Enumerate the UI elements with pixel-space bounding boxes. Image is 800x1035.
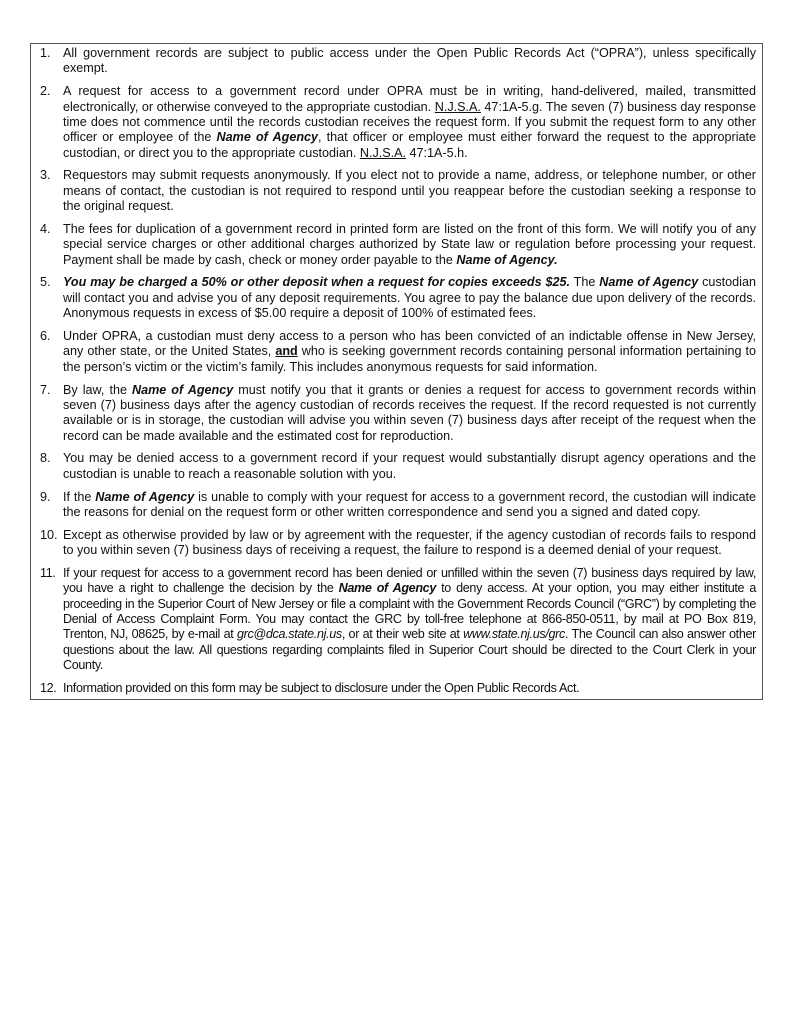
item-text: Information provided on this form may be subject to disclosure under the Open Public Records Act. [63,680,580,695]
item-text: Name of Agency [338,581,436,596]
item-text: to deny access. At your option, you may either institute a proceeding in the Superior Court of New Jersey or file a complaint with the Government Records Council (“GRC”) by completing the Denial of Access Complaint Form. You may contact the GRC by toll-free telephone at 866-850-0511, by mail at PO Box 819, Trenton, NJ, 08625, by e-mail at [63,581,756,642]
item-text: , or at their web site at [341,627,464,642]
item-text: A request for access to a government record under OPRA must be in writing, hand-delivered, mailed, transmitted electronically, or otherwise conveyed to the appropriate custodian. [63,84,756,114]
item-text: is unable to comply with your request for access to a government record, the custodian will indicate the reasons for denial on the request form or other written correspondence and send you a signed and dated copy. [63,489,756,519]
contact-link[interactable]: grc@dca.state.nj.us [236,627,342,642]
item-number: 5. [40,275,51,290]
item-text: who is seeking government records containing personal information pertaining to the person’s victim or the victim’s family. This includes anonymous requests for said information. [63,344,756,374]
list-item [31,222,762,268]
item-text: custodian will contact you and advise you of any deposit requirements. You agree to pay the balance due upon delivery of the records. Anonymous requests in excess of $5.00 require a deposit of 100% of estimated fees. [63,275,756,321]
item-text: Name of Agency [216,130,319,145]
item-text: Name of Agency [131,382,234,397]
item-text: Name of Agency [95,489,195,504]
item-number: 4. [40,221,51,236]
item-text: Name of Agency. [456,252,558,267]
notice-list [31,46,762,696]
item-text: . The Council can also answer other questions about the law. All questions regarding complaints filed in Superior Court should be directed to the Court Clerk in your County. [63,627,756,673]
item-text: Except as otherwise provided by law or by agreement with the requester, if the agency custodian of records fails to respond to you within seven (7) business days of receiving a request, the failure to respond is a deemed denial of your request. [63,527,756,558]
item-text: Requestors may submit requests anonymously. If you elect not to provide a name, address, or telephone number, or other means of contact, the custodian is not required to respond until you reappear before the custodian seeking a response to the original request. [63,168,756,214]
item-number: 7. [40,382,51,397]
list-item [31,451,762,482]
item-number: 6. [40,328,51,343]
item-number: 11. [40,565,56,580]
list-item [31,681,762,696]
notice-box [30,43,763,700]
item-number: 12. [40,680,57,695]
item-number: 1. [40,46,51,60]
list-item [31,46,762,77]
item-text: N.J.S.A. [359,145,407,160]
list-item [31,84,762,161]
item-number: 3. [40,168,51,183]
item-text: 47:1A-5.h. [406,145,468,160]
item-text: , that officer or employee must either forward the request to the appropriate custodian, or direct you to the appropriate custodian. [63,130,756,160]
item-text: If your request for access to a government record has been denied or unfilled within the seven (7) business days required by law, you have a right to challenge the decision by the [63,565,756,596]
item-text: If the [63,489,96,504]
item-text: You may be charged a 50% or other deposit when a request for copies exceeds $25. [63,275,570,290]
list-item [31,168,762,214]
list-item [31,383,762,445]
list-item [31,275,762,321]
item-text: 47:1A-5.g. The seven (7) business day response time does not commence until the records custodian receives the request form. If you submit the request form to any other officer or employee of the [63,99,756,145]
item-text: must notify you that it grants or denies a request for access to government records within seven (7) business days after the agency custodian of records receives the request. If the record requested is not currently available or is in storage, the custodian will advise you within seven (7) business days after receipt of the request when the record can be made available and the estimated cost for reproduction. [63,382,756,443]
item-text: The fees for duplication of a government record in printed form are listed on the front of this form. We will notify you of any special service charges or other additional charges authorized by State law or regulation before processing your request. Payment shall be made by cash, check or money order payable to the [63,221,756,267]
item-number: 9. [40,489,51,504]
item-text: The [570,275,600,290]
item-text: Under OPRA, a custodian must deny access to a person who has been convicted of an indictable offense in New Jersey, any other state, or the United States, [63,328,756,359]
item-text: By law, the [63,382,132,397]
item-number: 10. [40,527,58,542]
list-item [31,528,762,559]
item-text: Name of Agency [599,275,699,290]
item-text: and [275,344,298,359]
item-number: 2. [40,84,51,99]
item-number: 8. [40,451,51,466]
item-text: You may be denied access to a government record if your request would substantially disrupt agency operations and the custodian is unable to reach a reasonable solution with you. [63,451,756,481]
item-text: All government records are subject to public access under the Open Public Records Act (“OPRA”), unless specifically exempt. [63,46,756,76]
list-item [31,566,762,674]
contact-link[interactable]: www.state.nj.us/grc [463,627,565,642]
list-item [31,490,762,521]
item-text: N.J.S.A. [434,99,481,114]
list-item [31,329,762,375]
